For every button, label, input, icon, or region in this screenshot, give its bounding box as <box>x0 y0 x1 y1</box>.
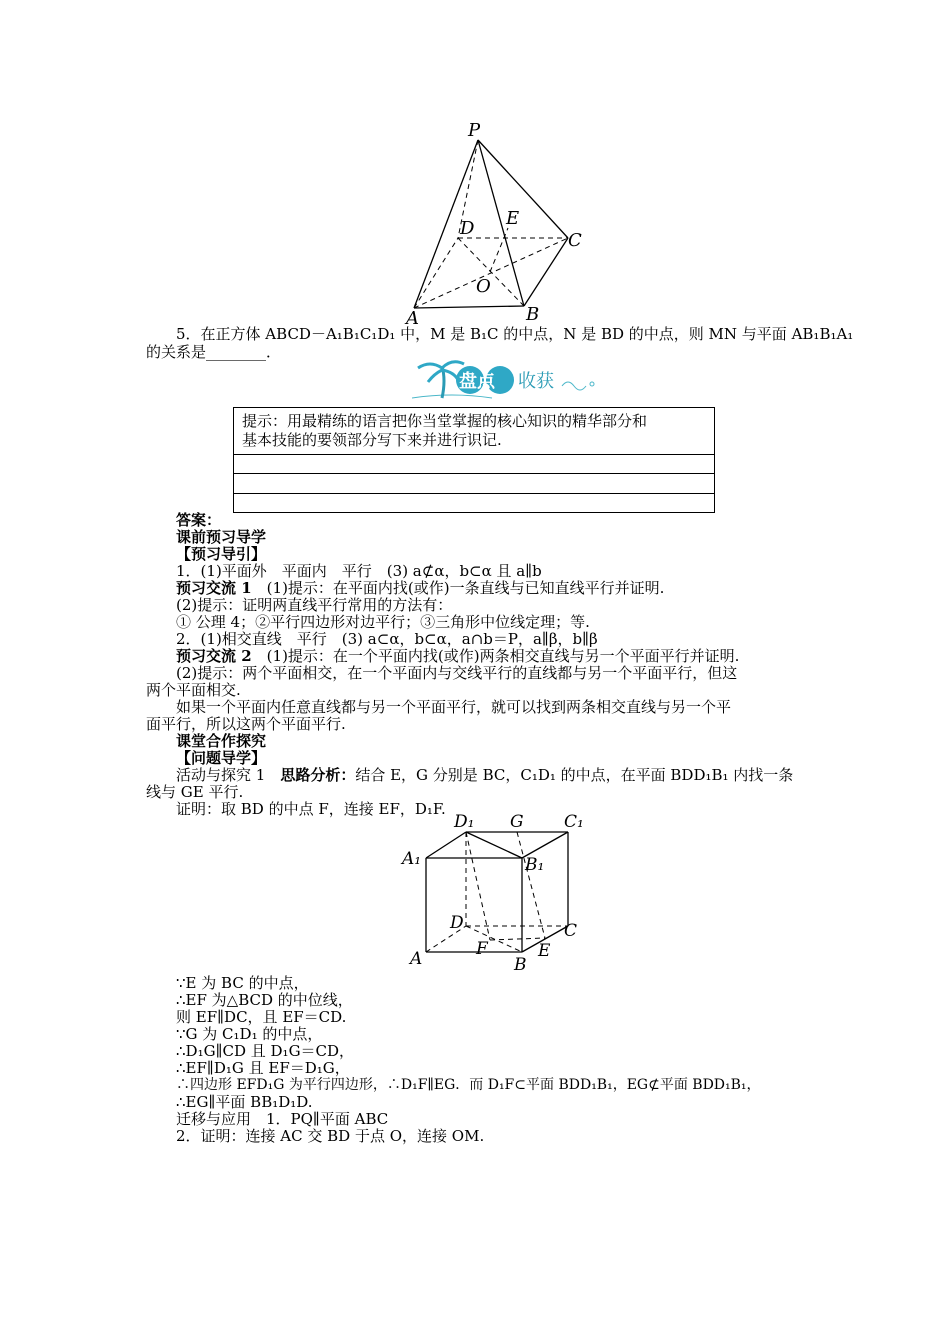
label-preview-exchange-2: 预习交流 2 <box>176 647 252 665</box>
label-D: D <box>450 913 464 933</box>
answer-line: 面平行，所以这两个平面平行. <box>146 715 346 733</box>
summary-row-divider <box>234 454 714 455</box>
segment-BD <box>466 926 522 952</box>
segment-D1B1 <box>466 832 522 858</box>
proof-line: ∴D₁G∥CD 且 D₁G＝CD， <box>176 1042 355 1060</box>
answer-line: 线与 GE 平行. <box>146 783 244 801</box>
answer-line: 证明：取 BD 的中点 F，连接 EF，D₁F. <box>176 800 446 818</box>
proof-line: ∴四边形 EFD₁G 为平行四边形，∴D₁F∥EG．而 D₁F⊂平面 BDD₁B₁，EG⊄平面 BDD₁B₁， <box>176 1077 761 1093</box>
answer-line: 两个平面相交. <box>146 681 241 699</box>
proof-line: 迁移与应用 1．PQ∥平面 ABC <box>176 1110 389 1128</box>
label-G: G <box>510 812 524 832</box>
label-D: D <box>460 218 475 239</box>
answer-line <box>176 580 856 597</box>
palm-tree-icon <box>412 358 602 404</box>
label-B: B <box>514 955 527 974</box>
proof-line: ∴EG∥平面 BB₁D₁D. <box>176 1093 313 1111</box>
summary-hint-line1: 提示：用最精练的语言把你当堂掌握的核心知识的精华部分和 <box>242 412 648 430</box>
label-E: E <box>538 941 551 961</box>
answer-line: 1．(1)平面外 平面内 平行 (3) a⊄α，b⊂α 且 a∥b <box>176 562 542 580</box>
subsection-preview-guide: 【预习导引】 <box>176 545 267 563</box>
label-A1: A₁ <box>402 849 422 869</box>
proof-line: 则 EF∥DC，且 EF＝CD. <box>176 1008 347 1026</box>
pyramid-figure <box>400 118 600 328</box>
edge-AB <box>414 306 524 308</box>
label-O: O <box>476 276 491 297</box>
summary-row-divider <box>234 493 714 494</box>
proof-line: ∴EF 为△BCD 的中位线， <box>176 991 353 1009</box>
summary-row-divider <box>234 473 714 474</box>
label-C1: C₁ <box>564 812 584 832</box>
subsection-problem-guide: 【问题导学】 <box>176 749 267 767</box>
label-D1: D₁ <box>454 812 475 832</box>
proof-line: ∴EF∥D₁G 且 EF＝D₁G， <box>176 1059 350 1077</box>
activity-label: 活动与探究 1 <box>176 766 281 784</box>
label-P: P <box>468 120 481 141</box>
question-5-line2: 的关系是________． <box>146 343 282 361</box>
proof-line: ∵E 为 BC 的中点， <box>176 974 309 992</box>
label-E: E <box>506 208 520 229</box>
segment-FE <box>490 938 545 940</box>
banner-text-1: 盘点 <box>459 371 495 392</box>
proof-line: 2．证明：连接 AC 交 BD 于点 O，连接 OM. <box>176 1127 485 1145</box>
label-B1: B₁ <box>525 855 545 875</box>
answer-text: (1)提示：在平面内找(或作)一条直线与已知直线平行并证明. <box>251 579 665 597</box>
label-C: C <box>564 921 578 941</box>
summary-banner <box>412 358 602 404</box>
answer-line: (2)提示：两个平面相交，在一个平面内与交线平行的直线都与另一个平面平行，但这 <box>176 664 738 682</box>
section-classroom: 课堂合作探究 <box>176 732 267 750</box>
analysis-label: 思路分析： <box>280 766 356 784</box>
banner-text-2: 收获 <box>518 371 554 392</box>
answer-text: 结合 E，G 分别是 BC，C₁D₁ 的中点，在平面 BDD₁B₁ 内找一条 <box>355 766 794 784</box>
answer-line: 2．(1)相交直线 平行 (3) a⊂α，b⊂α，a∩b＝P，a∥β，b∥β <box>176 630 598 648</box>
answer-line <box>176 648 856 665</box>
answer-line <box>176 767 856 784</box>
answer-line: (2)提示：证明两直线平行常用的方法有： <box>176 596 453 614</box>
label-preview-exchange-1: 预习交流 1 <box>176 579 252 597</box>
label-F: F <box>476 939 488 959</box>
segment-OE <box>490 228 508 272</box>
label-A: A <box>406 308 419 328</box>
cube-figure <box>398 812 598 974</box>
label-A: A <box>410 949 423 969</box>
segment-D1F <box>466 832 490 940</box>
label-C: C <box>568 230 582 251</box>
summary-hint-line2: 基本技能的要领部分写下来并进行识记. <box>242 431 502 449</box>
summary-box <box>233 407 715 513</box>
proof-line: ∵G 为 C₁D₁ 的中点， <box>176 1025 323 1043</box>
answer-text: (1)提示：在一个平面内找(或作)两条相交直线与另一个平面平行并证明. <box>251 647 740 665</box>
answer-line: ① 公理 4；②平行四边形对边平行；③三角形中位线定理；等. <box>176 613 590 631</box>
summary-hint <box>234 408 714 454</box>
edge-A1D1 <box>426 832 466 858</box>
answer-line: 如果一个平面内任意直线都与另一个平面平行，就可以找到两条相交直线与另一个平 <box>176 698 732 716</box>
answers-heading: 答案： <box>176 511 222 529</box>
question-5-line1: 5．在正方体 ABCD－A₁B₁C₁D₁ 中，M 是 B₁C 的中点，N 是 BD 的中点，则 MN 与平面 AB₁B₁A₁ <box>176 325 854 343</box>
section-preview: 课前预习导学 <box>176 528 267 546</box>
label-B: B <box>526 304 540 325</box>
